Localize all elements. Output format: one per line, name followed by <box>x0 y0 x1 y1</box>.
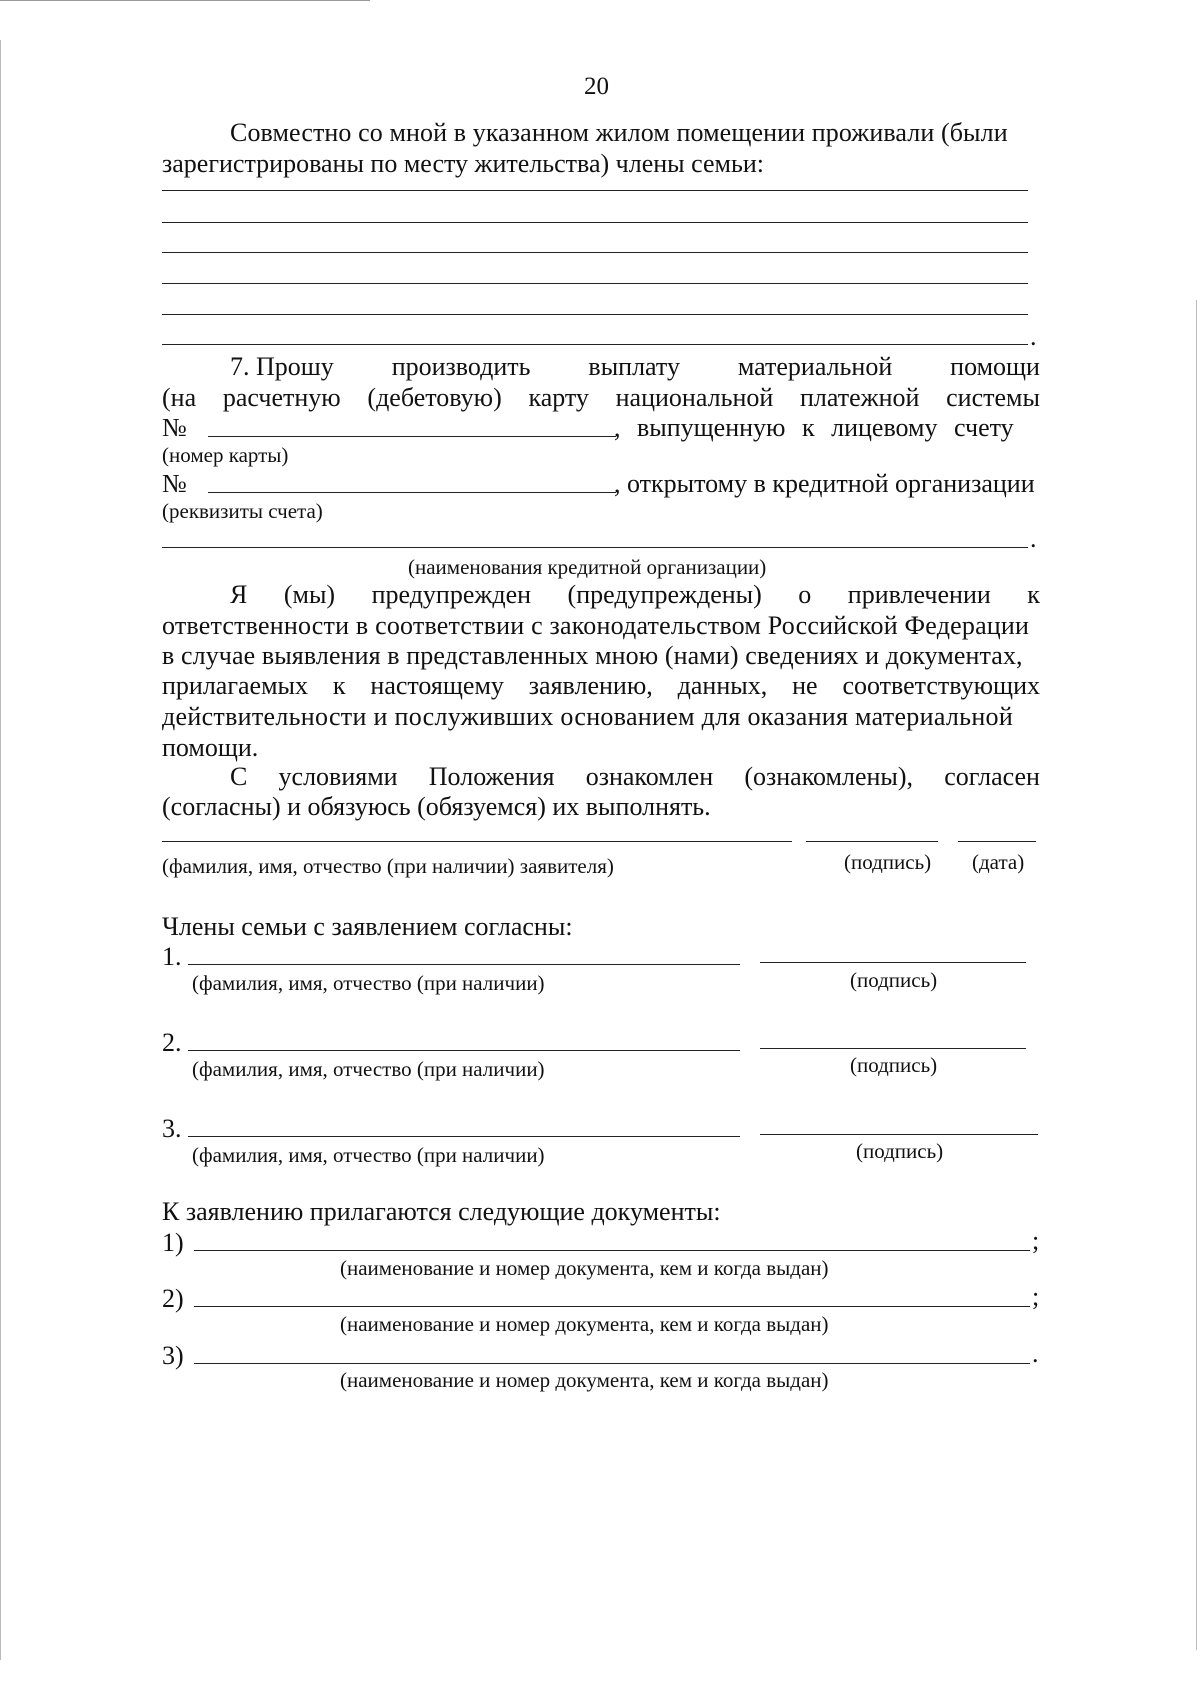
document-3-field[interactable] <box>194 1363 1030 1364</box>
family-line-4[interactable] <box>162 283 1028 284</box>
document-3-caption: (наименование и номер документа, кем и когда выдан) <box>340 1368 829 1392</box>
intro-line-2: зарегистрированы по месту жительства) члены семьи: <box>162 149 764 178</box>
warning-row-1 <box>230 580 1040 610</box>
documents-heading: К заявлению прилагаются следующие документы: <box>162 1197 721 1226</box>
credit-org-caption: (наименования кредитной организации) <box>408 555 767 579</box>
document-2-end-mark: ; <box>1032 1282 1040 1311</box>
family-line-6[interactable] <box>162 344 1028 345</box>
family-member-2-signature-field[interactable] <box>760 1048 1026 1049</box>
conditions-word: условиями <box>278 762 398 791</box>
family-member-2-number: 2. <box>162 1028 182 1057</box>
family-member-2-name-caption: (фамилия, имя, отчество (при наличии) <box>192 1057 545 1081</box>
warning-row-4 <box>162 671 1040 701</box>
conditions-word: Положения <box>428 762 555 791</box>
warning-word: заявлению, <box>528 671 653 700</box>
account-number-suffix: , открытому в кредитной организации <box>614 469 1035 498</box>
warning-word: к <box>332 671 346 700</box>
conditions-word: ознакомлен <box>585 762 714 791</box>
item7-word: производить <box>391 352 531 381</box>
applicant-signature-caption: (подпись) <box>844 850 932 874</box>
document-2-field[interactable] <box>194 1306 1030 1307</box>
warning-word: настоящему <box>370 671 504 700</box>
item7-word: (на <box>162 383 197 412</box>
item7-row-2 <box>162 383 1040 413</box>
family-member-1-number: 1. <box>162 942 182 971</box>
item7-word: помощи <box>950 352 1040 381</box>
item7-word: расчетную <box>222 383 341 412</box>
family-line-1[interactable] <box>162 190 1028 191</box>
warning-row-5: действительности и послуживших основанием для оказания материальной <box>162 702 1014 731</box>
applicant-date-field[interactable] <box>958 841 1036 842</box>
scan-edge-top <box>0 0 370 1</box>
item7-word: карту <box>528 383 589 412</box>
item7-word: платежной <box>799 383 920 412</box>
family-member-3-signature-caption: (подпись) <box>856 1139 944 1163</box>
document-3-number: 3) <box>162 1341 184 1370</box>
card-number-sign: № <box>162 413 187 442</box>
warning-word: о <box>798 580 812 609</box>
document-2-number: 2) <box>162 1284 184 1313</box>
warning-word: не <box>792 671 818 700</box>
family-lines-end-mark: . <box>1030 322 1037 351</box>
item7-row-1 <box>230 352 1040 382</box>
warning-word: привлечении <box>847 580 991 609</box>
warning-word: предупрежден <box>371 580 532 609</box>
family-member-3-number: 3. <box>162 1114 182 1143</box>
document-1-field[interactable] <box>194 1250 1030 1251</box>
account-number-caption: (реквизиты счета) <box>162 499 323 523</box>
warning-word: соответствующих <box>842 671 1040 700</box>
family-member-1-signature-field[interactable] <box>760 962 1026 963</box>
document-1-number: 1) <box>162 1228 184 1257</box>
warning-word: прилагаемых <box>162 671 309 700</box>
applicant-name-caption: (фамилия, имя, отчество (при наличии) заявителя) <box>162 854 614 878</box>
conditions-row-2: (согласны) и обязуюсь (обязуемся) их выполнять. <box>162 792 711 821</box>
warning-row-3: в случае выявления в представленных мною (нами) сведениях и документах, <box>162 641 1023 670</box>
warning-word: (предупреждены) <box>567 580 762 609</box>
family-member-1-signature-caption: (подпись) <box>850 968 938 992</box>
intro-line-1: Совместно со мной в указанном жилом помещении проживали (были <box>230 118 1008 147</box>
warning-row-6: помощи. <box>162 733 259 762</box>
conditions-word: (ознакомлены), <box>744 762 914 791</box>
item7-word: 7. Прошу <box>230 352 334 381</box>
item7-word: системы <box>946 383 1040 412</box>
family-member-3-name-caption: (фамилия, имя, отчество (при наличии) <box>192 1143 545 1167</box>
family-line-5[interactable] <box>162 314 1028 315</box>
document-1-caption: (наименование и номер документа, кем и когда выдан) <box>340 1256 829 1280</box>
warning-word: (мы) <box>283 580 336 609</box>
family-member-2-name-field[interactable] <box>188 1050 740 1051</box>
document-3-end-mark: . <box>1032 1339 1039 1368</box>
item7-word: материальной <box>737 352 893 381</box>
family-consent-heading: Члены семьи с заявлением согласны: <box>162 912 573 941</box>
item7-word: национальной <box>615 383 774 412</box>
warning-word: данных, <box>677 671 768 700</box>
scan-edge-right <box>1196 300 1197 1650</box>
warning-row-2: ответственности в соответствии с законодательством Российской Федерации <box>162 611 1030 640</box>
card-number-caption: (номер карты) <box>162 443 289 467</box>
scan-edge-left <box>0 40 1 1660</box>
item7-word: (дебетовую) <box>367 383 502 412</box>
family-member-3-name-field[interactable] <box>188 1136 740 1137</box>
warning-word: к <box>1027 580 1040 609</box>
document-2-caption: (наименование и номер документа, кем и когда выдан) <box>340 1312 829 1336</box>
family-member-1-name-field[interactable] <box>188 964 740 965</box>
warning-word: Я <box>230 580 248 609</box>
family-line-2[interactable] <box>162 222 1028 223</box>
document-1-end-mark: ; <box>1032 1226 1040 1255</box>
credit-org-end-mark: . <box>1030 524 1037 553</box>
conditions-word: согласен <box>944 762 1040 791</box>
account-number-sign: № <box>162 469 187 498</box>
card-number-suffix <box>614 413 1040 443</box>
family-member-3-signature-field[interactable] <box>760 1134 1038 1135</box>
page-number: 20 <box>584 73 609 100</box>
applicant-name-field[interactable] <box>162 841 792 842</box>
credit-org-field[interactable] <box>162 547 1028 548</box>
conditions-row-1 <box>230 762 1040 792</box>
applicant-signature-field[interactable] <box>806 841 938 842</box>
applicant-date-caption: (дата) <box>972 850 1025 874</box>
family-line-3[interactable] <box>162 252 1028 253</box>
card-number-field[interactable] <box>208 436 616 437</box>
item7-word: выплату <box>588 352 680 381</box>
account-number-field[interactable] <box>208 492 616 493</box>
family-member-2-signature-caption: (подпись) <box>850 1053 938 1077</box>
conditions-word: С <box>230 762 248 791</box>
card-number-suffix-text: , выпущенную к лицевому счету <box>614 413 1014 442</box>
family-member-1-name-caption: (фамилия, имя, отчество (при наличии) <box>192 971 545 995</box>
